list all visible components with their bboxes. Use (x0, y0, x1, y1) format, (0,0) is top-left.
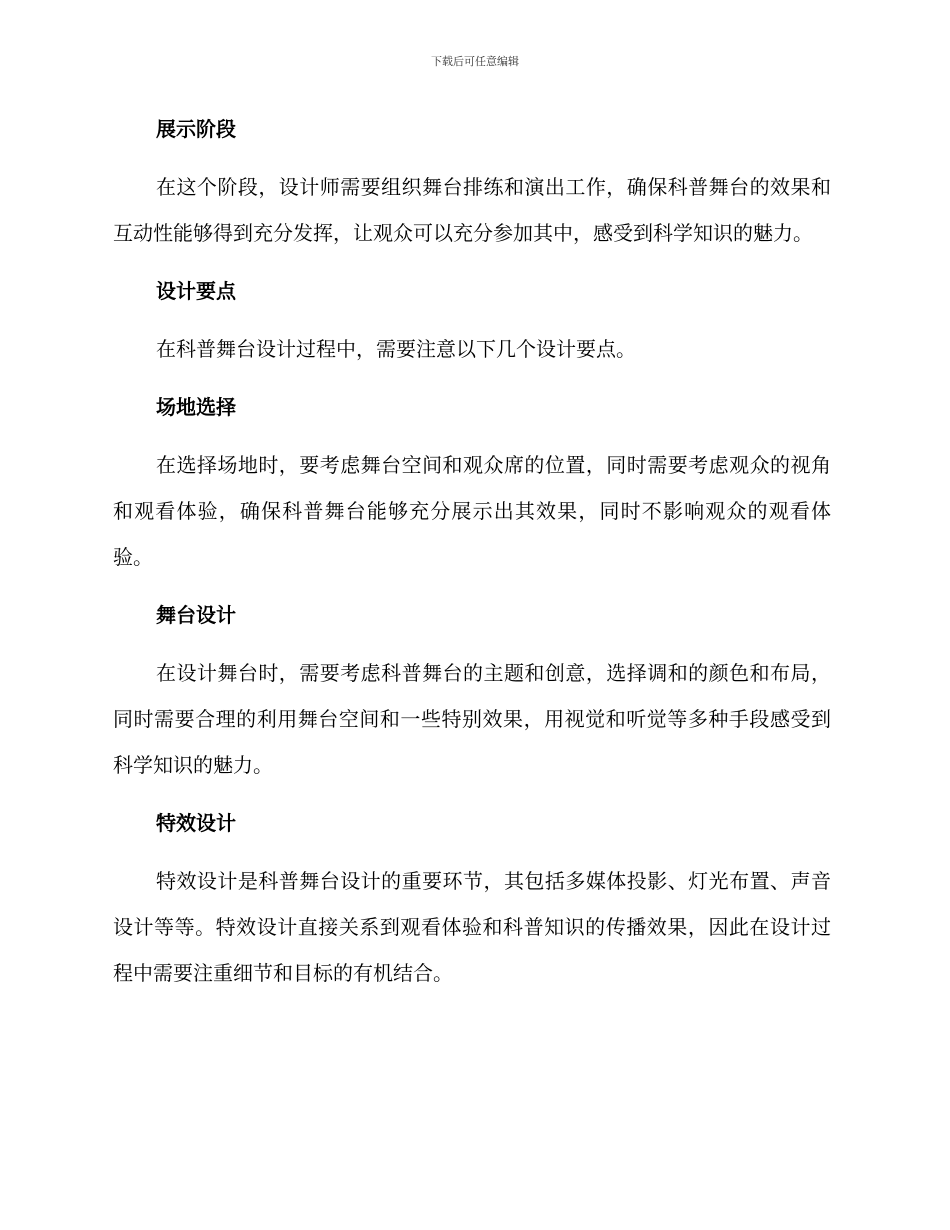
section-heading: 展示阶段 (156, 117, 236, 141)
section-paragraph: 在选择场地时，要考虑舞台空间和观众席的位置，同时需要考虑观众的视角和观看体验，确保科普舞台能够充分展示出其效果，同时不影响观众的观看体验。 (113, 453, 831, 569)
section-heading: 特效设计 (156, 811, 236, 835)
page-header-note: 下载后可任意编辑 (431, 55, 519, 68)
section-paragraph: 在设计舞台时，需要考虑科普舞台的主题和创意，选择调和的颜色和布局，同时需要合理的利用舞台空间和一些特别效果，用视觉和听觉等多种手段感受到科学知识的魅力。 (113, 661, 831, 777)
section-paragraph: 特效设计是科普舞台设计的重要环节，其包括多媒体投影、灯光布置、声音设计等等。特效设计直接关系到观看体验和科普知识的传播效果，因此在设计过程中需要注重细节和目标的有机结合。 (113, 869, 831, 985)
section-paragraph: 在这个阶段，设计师需要组织舞台排练和演出工作，确保科普舞台的效果和互动性能够得到充分发挥，让观众可以充分参加其中，感受到科学知识的魅力。 (113, 175, 831, 245)
section-paragraph: 在科普舞台设计过程中，需要注意以下几个设计要点。 (156, 337, 636, 361)
section-heading: 舞台设计 (156, 603, 236, 627)
section-heading: 设计要点 (156, 279, 236, 303)
section-heading: 场地选择 (156, 395, 236, 419)
document-body (113, 106, 831, 996)
